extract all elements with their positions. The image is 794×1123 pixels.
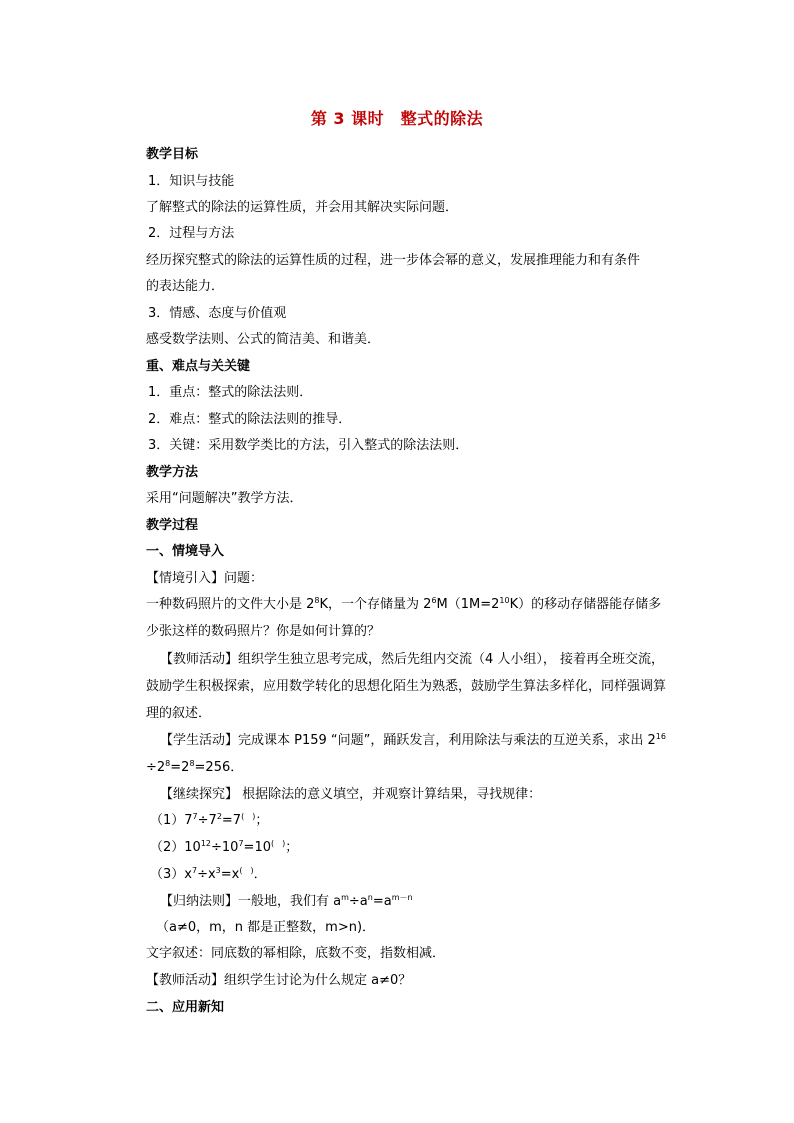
goal2-heading: 2．过程与方法 xyxy=(148,226,235,241)
goal2-text-line2: 的表达能力． xyxy=(146,279,225,294)
continue-explore: 【继续探究】 根据除法的意义填空，并观察计算结果，寻找规律： xyxy=(160,787,542,802)
rule-statement: 【归纳法则】一般地，我们有 $a^m\div a^n=a^{m-n}$ xyxy=(160,893,413,909)
part1-heading: 一、情境导入 xyxy=(146,544,225,559)
key-point-3: 3．关键：采用数学类比的方法，引入整式的除法法则． xyxy=(148,438,469,453)
teacher-activity-1-line2: 鼓励学生积极探索，应用数学转化的思想化陌生为熟悉，鼓励学生算法多样化，同样强调算 xyxy=(146,679,667,694)
page-title: 第 3 课时 整式的除法 xyxy=(310,109,484,128)
method-heading: 教学方法 xyxy=(146,465,199,480)
problem-line1: 一种数码照片的文件大小是 $2^8K$，一个存储量为 $2^6M(1M=2^{10}K)$的移动存储器能存储多 xyxy=(146,596,662,612)
goals-heading: 教学目标 xyxy=(146,147,199,162)
rule-condition: （a≠0，m，n 都是正整数，m>n)． xyxy=(156,920,376,935)
exercise-2: $(2)10^{12}\div 10^7=10^{( )}$； xyxy=(150,839,299,855)
goal1-heading: 1．知识与技能 xyxy=(148,174,235,189)
goal3-text: 感受数学法则、公式的简洁美、和谐美． xyxy=(146,332,381,347)
key-point-1: 1．重点：整式的除法法则． xyxy=(148,385,313,400)
goal1-text: 了解整式的除法的运算性质，并会用其解决实际问题． xyxy=(146,200,459,215)
teacher-activity-1-line3: 理的叙述． xyxy=(146,706,212,721)
student-activity-line2: $\div 2^8=2^8=256$． xyxy=(146,759,244,775)
part2-heading: 二、应用新知 xyxy=(146,1000,225,1015)
key-point-2: 2．难点：整式的除法法则的推导． xyxy=(148,412,352,427)
intro-label: 【情境引入】问题： xyxy=(146,571,264,586)
problem-line2: 少张这样的数码照片？你是如何计算的？ xyxy=(146,624,381,639)
teacher-activity-1-line1: 【教师活动】组织学生独立思考完成，然后先组内交流（4 人小组）， 接着再全班交流， xyxy=(160,652,665,667)
exercise-1: $(1)7^7\div 7^2=7^{( )}$； xyxy=(150,812,269,828)
goal3-heading: 3．情感、态度与价值观 xyxy=(148,306,287,321)
process-heading: 教学过程 xyxy=(146,518,199,533)
rule-text: 文字叙述：同底数的幂相除，底数不变，指数相减． xyxy=(146,946,446,961)
method-text: 采用“问题解决”教学方法． xyxy=(146,491,303,506)
goal2-text-line1: 经历探究整式的除法的运算性质的过程，进一步体会幂的意义，发展推理能力和有条件 xyxy=(146,253,641,268)
teacher-activity-2: 【教师活动】组织学生讨论为什么规定 a≠0？ xyxy=(146,973,412,988)
exercise-3: $(3)x^7\div x^3=x^{( )}$． xyxy=(150,866,267,882)
keys-heading: 重、难点与关关键 xyxy=(146,359,251,374)
student-activity-line1: 【学生活动】完成课本 P159 “问题”，踊跃发言，利用除法与乘法的互逆关系，求出 $2^{16}$ xyxy=(160,732,666,748)
